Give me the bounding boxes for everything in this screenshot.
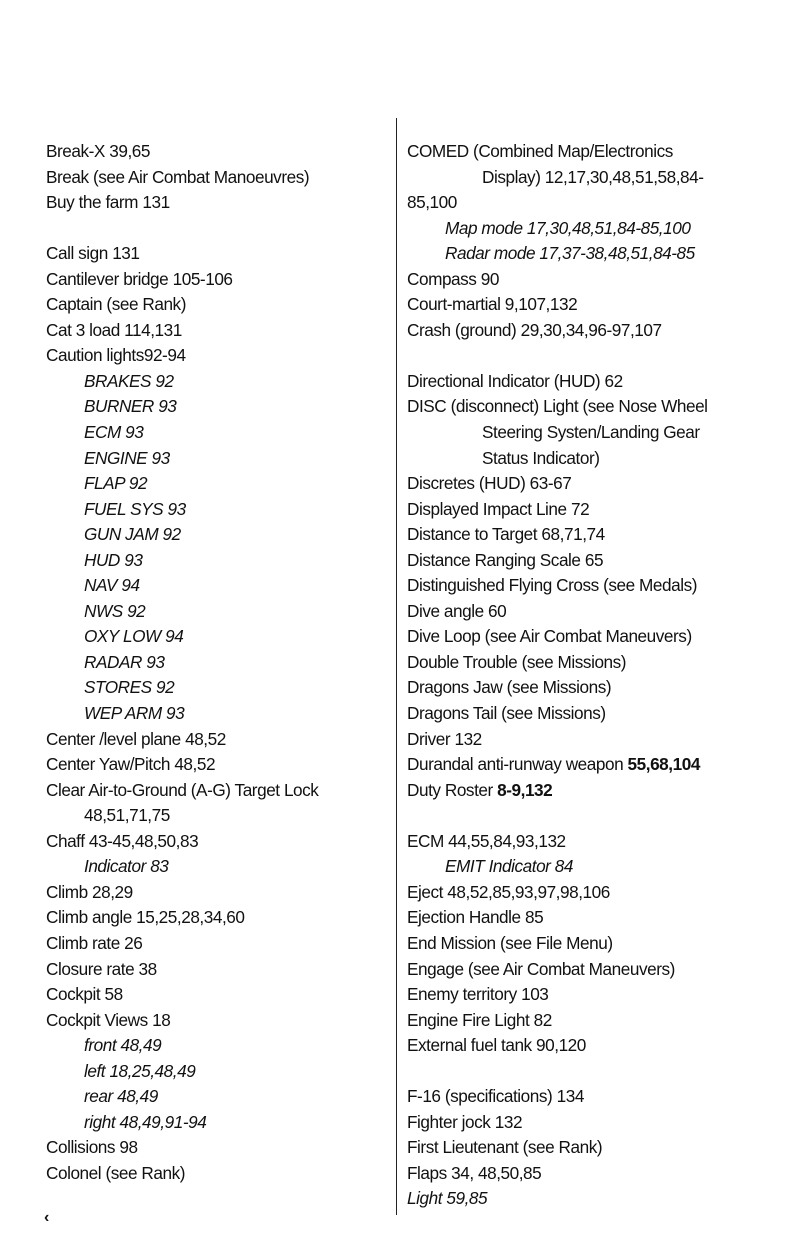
index-entry-text: STORES 92 (84, 677, 175, 698)
index-subentry (407, 241, 797, 267)
index-entry (46, 829, 386, 855)
index-entry (46, 292, 386, 318)
index-entry-text: Ejection Handle 85 (407, 907, 544, 928)
index-entry (407, 675, 797, 701)
index-entry-text: Distance Ranging Scale 65 (407, 549, 604, 570)
index-entry (407, 292, 797, 318)
index-entry (46, 1161, 386, 1187)
index-entry (407, 369, 797, 395)
index-subentry (46, 471, 386, 497)
index-entry-text: Climb 28,29 (46, 881, 133, 902)
index-entry-text: Status Indicator) (482, 447, 600, 468)
index-entry-text: Distance to Target 68,71,74 (407, 524, 605, 545)
index-entry-text: Display) 12,17,30,48,51,58,84- (482, 166, 704, 187)
index-entry-text: Cantilever bridge 105-106 (46, 268, 233, 289)
index-entry-text: First Lieutenant (see Rank) (407, 1137, 603, 1158)
index-entry (407, 471, 797, 497)
index-entry-text: front 48,49 (84, 1035, 162, 1056)
index-subentry (46, 1110, 386, 1136)
index-entry-text: Displayed Impact Line 72 (407, 498, 590, 519)
index-entry (46, 318, 386, 344)
index-entry-text: Center /level plane 48,52 (46, 728, 226, 749)
index-entry (407, 650, 797, 676)
index-entry (407, 1110, 797, 1136)
index-entry-text: Directional Indicator (HUD) 62 (407, 370, 623, 391)
index-entry-text: Dive Loop (see Air Combat Maneuvers) (407, 626, 692, 647)
index-spacer (46, 216, 386, 242)
index-entry-text: EMIT Indicator 84 (445, 856, 573, 877)
index-entry-text: HUD 93 (84, 549, 143, 570)
index-entry-text: BRAKES 92 (84, 370, 174, 391)
index-entry-text: Buy the farm 131 (46, 192, 170, 213)
index-subentry (46, 675, 386, 701)
index-subentry (407, 420, 797, 446)
index-entry (46, 241, 386, 267)
index-column-right (407, 139, 797, 1212)
index-entry-text: Dive angle 60 (407, 600, 507, 621)
index-entry (407, 573, 797, 599)
index-entry (46, 139, 386, 165)
index-entry-text: Engage (see Air Combat Maneuvers) (407, 958, 675, 979)
index-entry-text: Break-X 39,65 (46, 141, 151, 161)
index-entry (407, 624, 797, 650)
index-entry-text: NAV 94 (84, 575, 140, 596)
index-subentry (46, 573, 386, 599)
index-subentry (46, 701, 386, 727)
index-entry-text: Break (see Air Combat Manoeuvres) (46, 166, 310, 187)
index-spacer (407, 803, 797, 829)
index-entry-text: FLAP 92 (84, 473, 148, 494)
index-entry-text: F-16 (specifications) 134 (407, 1086, 584, 1107)
index-subentry (46, 624, 386, 650)
index-entry (46, 267, 386, 293)
index-entry (407, 957, 797, 983)
index-entry (46, 727, 386, 753)
index-subentry (407, 216, 797, 242)
index-entry-text: RADAR 93 (84, 651, 165, 672)
index-entry-text: Duty Roster (407, 779, 498, 800)
index-entry (46, 931, 386, 957)
index-entry-text: Double Trouble (see Missions) (407, 651, 627, 672)
index-entry-text: Enemy territory 103 (407, 984, 549, 1005)
index-entry-text: GUN JAM 92 (84, 524, 181, 545)
index-entry-text: Colonel (see Rank) (46, 1162, 186, 1183)
index-entry-text: Cockpit Views 18 (46, 1009, 171, 1030)
index-entry-text: Caution lights92-94 (46, 345, 186, 366)
index-entry-text: Clear Air-to-Ground (A-G) Target Lock (46, 779, 319, 800)
index-entry-text: WEP ARM 93 (84, 703, 185, 724)
index-entry (46, 778, 386, 804)
index-entry-text: Climb rate 26 (46, 932, 143, 953)
index-subentry (407, 165, 797, 191)
index-entry (407, 727, 797, 753)
index-entry-text: Discretes (HUD) 63-67 (407, 473, 572, 494)
index-subentry (46, 420, 386, 446)
index-entry (407, 267, 797, 293)
index-entry-text: Steering Systen/Landing Gear (482, 422, 700, 443)
index-entry (407, 522, 797, 548)
index-entry-text: FUEL SYS 93 (84, 498, 186, 519)
index-subentry (46, 1059, 386, 1085)
index-entry-text: Fighter jock 132 (407, 1111, 523, 1132)
index-entry-text: 48,51,71,75 (84, 805, 170, 826)
index-entry-text: Cockpit 58 (46, 984, 123, 1005)
index-entry (407, 880, 797, 906)
index-entry (46, 343, 386, 369)
index-entry-text: Call sign 131 (46, 243, 140, 264)
index-entry (407, 905, 797, 931)
index-entry-text: ENGINE 93 (84, 447, 170, 468)
index-entry-text: NWS 92 (84, 600, 146, 621)
index-entry-text: Captain (see Rank) (46, 294, 186, 315)
index-entry-text: ECM 93 (84, 422, 144, 443)
index-entry-text: COMED (Combined Map/Electronics (407, 141, 673, 161)
index-subentry (46, 803, 386, 829)
index-entry-text: Durandal anti-runway weapon (407, 754, 628, 775)
index-entry (407, 778, 797, 804)
index-entry-pages-bold: 55,68,104 (627, 754, 700, 775)
index-entry (407, 701, 797, 727)
index-entry-text: Court-martial 9,107,132 (407, 294, 578, 315)
index-entry-text: Chaff 43-45,48,50,83 (46, 830, 199, 851)
index-entry-text: Radar mode 17,37-38,48,51,84-85 (445, 243, 695, 264)
index-entry-text: right 48,49,91-94 (84, 1111, 207, 1132)
index-subentry (46, 497, 386, 523)
index-subentry (46, 446, 386, 472)
index-entry (46, 190, 386, 216)
index-entry (407, 318, 797, 344)
index-entry (46, 1135, 386, 1161)
index-column-left (46, 139, 386, 1186)
index-subentry (407, 854, 797, 880)
index-entry (407, 752, 797, 778)
index-entry-text: Dragons Tail (see Missions) (407, 703, 606, 724)
index-entry-text: Climb angle 15,25,28,34,60 (46, 907, 245, 928)
column-divider (396, 118, 397, 1215)
index-entry (407, 139, 797, 165)
index-entry-text: Indicator 83 (84, 856, 169, 877)
index-subentry (46, 650, 386, 676)
index-entry-text: Cat 3 load 114,131 (46, 319, 182, 340)
index-subentry (46, 369, 386, 395)
index-entry (407, 829, 797, 855)
index-entry (46, 982, 386, 1008)
index-entry-text: Center Yaw/Pitch 48,52 (46, 754, 216, 775)
index-entry-text: OXY LOW 94 (84, 626, 184, 647)
index-subentry (407, 446, 797, 472)
index-entry (407, 394, 797, 420)
index-entry-text: Map mode 17,30,48,51,84-85,100 (445, 217, 691, 238)
index-entry (407, 982, 797, 1008)
index-spacer (407, 1059, 797, 1085)
index-entry (407, 1186, 797, 1212)
index-entry-text: Engine Fire Light 82 (407, 1009, 552, 1030)
index-entry (407, 548, 797, 574)
index-entry-text: End Mission (see File Menu) (407, 932, 613, 953)
index-spacer (407, 343, 797, 369)
index-entry-text: Light 59,85 (407, 1188, 488, 1209)
index-entry-text: left 18,25,48,49 (84, 1060, 196, 1081)
index-entry-text: Collisions 98 (46, 1137, 138, 1158)
index-entry-text: Eject 48,52,85,93,97,98,106 (407, 881, 610, 902)
index-entry (407, 1161, 797, 1187)
index-entry-text: Driver 132 (407, 728, 482, 749)
index-entry (46, 752, 386, 778)
index-entry-text: Dragons Jaw (see Missions) (407, 677, 612, 698)
index-entry (46, 957, 386, 983)
index-subentry (46, 599, 386, 625)
index-entry-text: Closure rate 38 (46, 958, 157, 979)
index-entry-text: BURNER 93 (84, 396, 177, 417)
index-entry (407, 1135, 797, 1161)
index-entry-text: Distinguished Flying Cross (see Medals) (407, 575, 698, 596)
index-entry-text: ECM 44,55,84,93,132 (407, 830, 566, 851)
index-entry (407, 1008, 797, 1034)
index-entry-text: Crash (ground) 29,30,34,96-97,107 (407, 319, 662, 340)
index-entry (407, 497, 797, 523)
index-entry (46, 880, 386, 906)
index-entry (46, 1008, 386, 1034)
index-entry-text: DISC (disconnect) Light (see Nose Wheel (407, 396, 708, 417)
index-entry-text: Compass 90 (407, 268, 499, 289)
index-entry (407, 599, 797, 625)
index-entry (407, 931, 797, 957)
index-entry (407, 1033, 797, 1059)
index-entry-text: rear 48,49 (84, 1086, 158, 1107)
page-corner-mark: ‹ (44, 1209, 50, 1226)
index-entry-text: External fuel tank 90,120 (407, 1035, 586, 1056)
index-subentry (46, 548, 386, 574)
index-entry (46, 165, 386, 191)
index-entry (46, 905, 386, 931)
index-subentry (46, 394, 386, 420)
index-entry-text: Flaps 34, 48,50,85 (407, 1162, 542, 1183)
index-entry-text: 85,100 (407, 192, 457, 213)
index-entry (407, 1084, 797, 1110)
index-subentry (46, 854, 386, 880)
index-entry-pages-bold: 8-9,132 (497, 779, 553, 800)
index-entry (407, 190, 797, 216)
index-subentry (46, 522, 386, 548)
index-subentry (46, 1033, 386, 1059)
index-subentry (46, 1084, 386, 1110)
